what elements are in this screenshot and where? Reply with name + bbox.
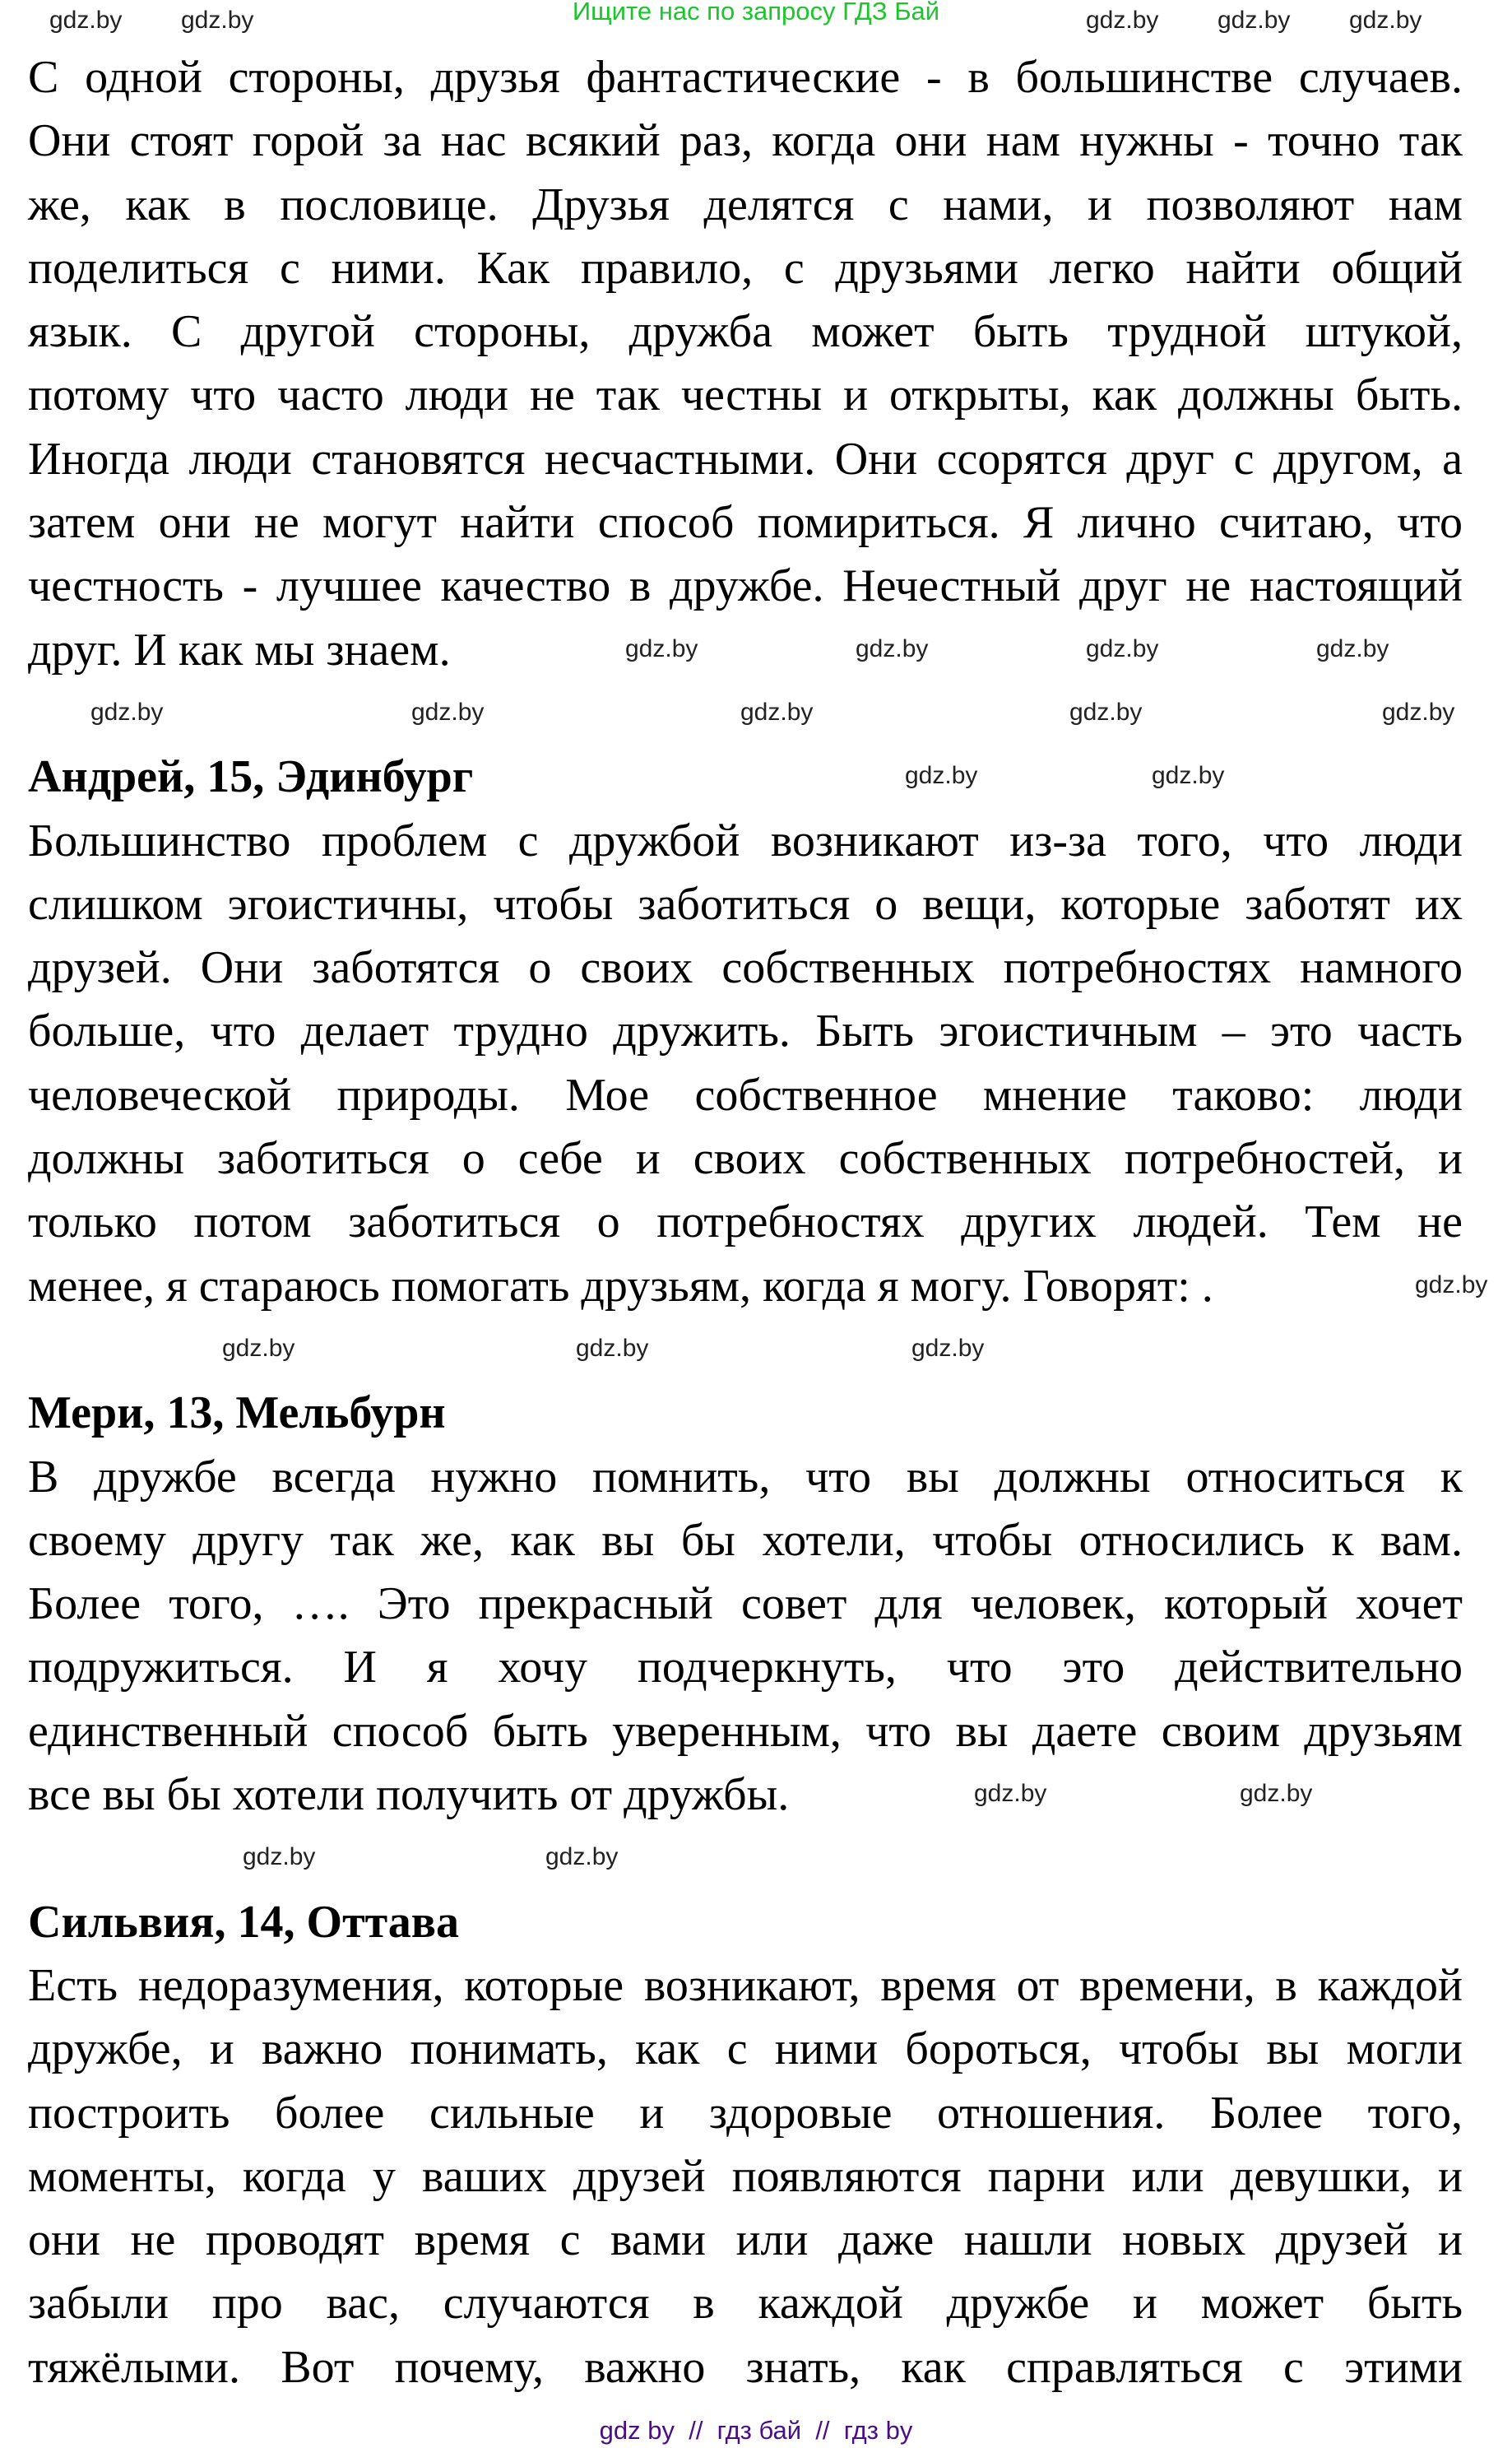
watermark: gdz.by	[911, 1335, 985, 1362]
watermark: gdz.by	[1086, 635, 1159, 662]
watermark: gdz.by	[1069, 699, 1143, 726]
watermark: gdz.by	[625, 635, 698, 662]
site-footer: gdz by // гдз бай // гдз by	[599, 2416, 913, 2445]
document-body	[28, 46, 1463, 2399]
text-line: С одной стороны, друзья фантастические - в большинстве случаев.	[28, 52, 1463, 103]
watermark: gdz.by	[243, 1843, 316, 1870]
section-heading-mary: Мери, 13, Мельбурн	[28, 1387, 446, 1439]
text-line: построить более сильные и здоровые отношения. Более того,	[28, 2087, 1463, 2139]
paragraph-mary	[28, 1446, 1463, 1828]
text-line: забыли про вас, случаются в каждой дружбе и может быть	[28, 2278, 1463, 2330]
watermark: gdz.by	[90, 699, 164, 726]
text-line: Есть недоразумения, которые возникают, время от времени, в каждой	[28, 1959, 1463, 2011]
watermark: gdz.by	[411, 699, 485, 726]
text-line: Они стоят горой за нас всякий раз, когда они нам нужны - точно так	[28, 115, 1463, 167]
paragraph-andrey	[28, 810, 1463, 1318]
text-line: они не проводят время с вами или даже нашли новых друзей и	[28, 2214, 1463, 2266]
watermark: gdz.by	[1217, 7, 1291, 34]
watermark: gdz.by	[1086, 7, 1159, 34]
section-heading-andrey: Андрей, 15, Эдинбург	[28, 751, 474, 803]
site-banner: Ищите нас по запросу ГДЗ Бай	[572, 0, 940, 26]
watermark: gdz.by	[576, 1335, 649, 1362]
text-line: Иногда люди становятся несчастными. Они ссорятся друг с другом, а	[28, 433, 1463, 485]
text-line: единственный способ быть уверенным, что вы даете своим друзьям	[28, 1705, 1463, 1757]
watermark: gdz.by	[49, 7, 123, 34]
text-line: подружиться. И я хочу подчеркнуть, что это действительно	[28, 1642, 1463, 1693]
text-line: своему другу так же, как вы бы хотели, чтобы относились к вам.	[28, 1514, 1463, 1566]
watermark: gdz.by	[1349, 7, 1422, 34]
watermark: gdz.by	[1382, 699, 1455, 726]
text-line: человеческой природы. Мое собственное мнение таково: люди	[28, 1069, 1463, 1121]
watermark: gdz.by	[545, 1843, 619, 1870]
text-line: друзей. Они заботятся о своих собственных потребностях намного	[28, 942, 1463, 994]
text-line: В дружбе всегда нужно помнить, что вы должны относиться к	[28, 1451, 1463, 1503]
watermark: gdz.by	[1152, 762, 1225, 789]
text-line: потому что часто люди не так честны и открыты, как должны быть.	[28, 369, 1463, 421]
text-line: слишком эгоистичны, чтобы заботиться о вещи, которые заботят их	[28, 878, 1463, 930]
text-line: Большинство проблем с дружбой возникают из-за того, что люди	[28, 815, 1463, 866]
watermark: gdz.by	[905, 762, 978, 789]
watermark: gdz.by	[1415, 1271, 1488, 1298]
text-line: друг. И как мы знаем.	[28, 624, 451, 676]
watermark: gdz.by	[222, 1335, 295, 1362]
text-line: Более того, …. Это прекрасный совет для человек, который хочет	[28, 1578, 1463, 1630]
text-line: затем они не могут найти способ помириться. Я лично считаю, что	[28, 497, 1463, 549]
text-line: честность - лучшее качество в дружбе. Нечестный друг не настоящий	[28, 560, 1463, 612]
paragraph-intro	[28, 46, 1463, 682]
section-heading-sylvia: Сильвия, 14, Оттава	[28, 1896, 460, 1948]
text-line: больше, что делает трудно дружить. Быть эгоистичным – это часть	[28, 1006, 1463, 1057]
text-line: менее, я стараюсь помогать друзьям, когда я могу. Говорят: .	[28, 1260, 1213, 1312]
text-line: язык. С другой стороны, дружба может быть трудной штукой,	[28, 306, 1463, 358]
text-line: дружбе, и важно понимать, как с ними бороться, чтобы вы могли	[28, 2023, 1463, 2075]
watermark: gdz.by	[974, 1780, 1047, 1807]
paragraph-sylvia	[28, 1954, 1463, 2399]
text-line: все вы бы хотели получить от дружбы.	[28, 1769, 790, 1821]
text-line: тяжёлыми. Вот почему, важно знать, как справляться с этими	[28, 2341, 1463, 2393]
text-line: же, как в пословице. Друзья делятся с нами, и позволяют нам	[28, 179, 1463, 230]
watermark: gdz.by	[1240, 1780, 1313, 1807]
text-line: только потом заботиться о потребностях других людей. Тем не	[28, 1196, 1463, 1248]
text-line: должны заботиться о себе и своих собственных потребностей, и	[28, 1133, 1463, 1185]
text-line: моменты, когда у ваших друзей появляются парни или девушки, и	[28, 2150, 1463, 2202]
watermark: gdz.by	[181, 7, 254, 34]
text-line: поделиться с ними. Как правило, с друзьями легко найти общий	[28, 242, 1463, 294]
watermark: gdz.by	[1316, 635, 1389, 662]
watermark: gdz.by	[856, 635, 929, 662]
watermark: gdz.by	[740, 699, 814, 726]
